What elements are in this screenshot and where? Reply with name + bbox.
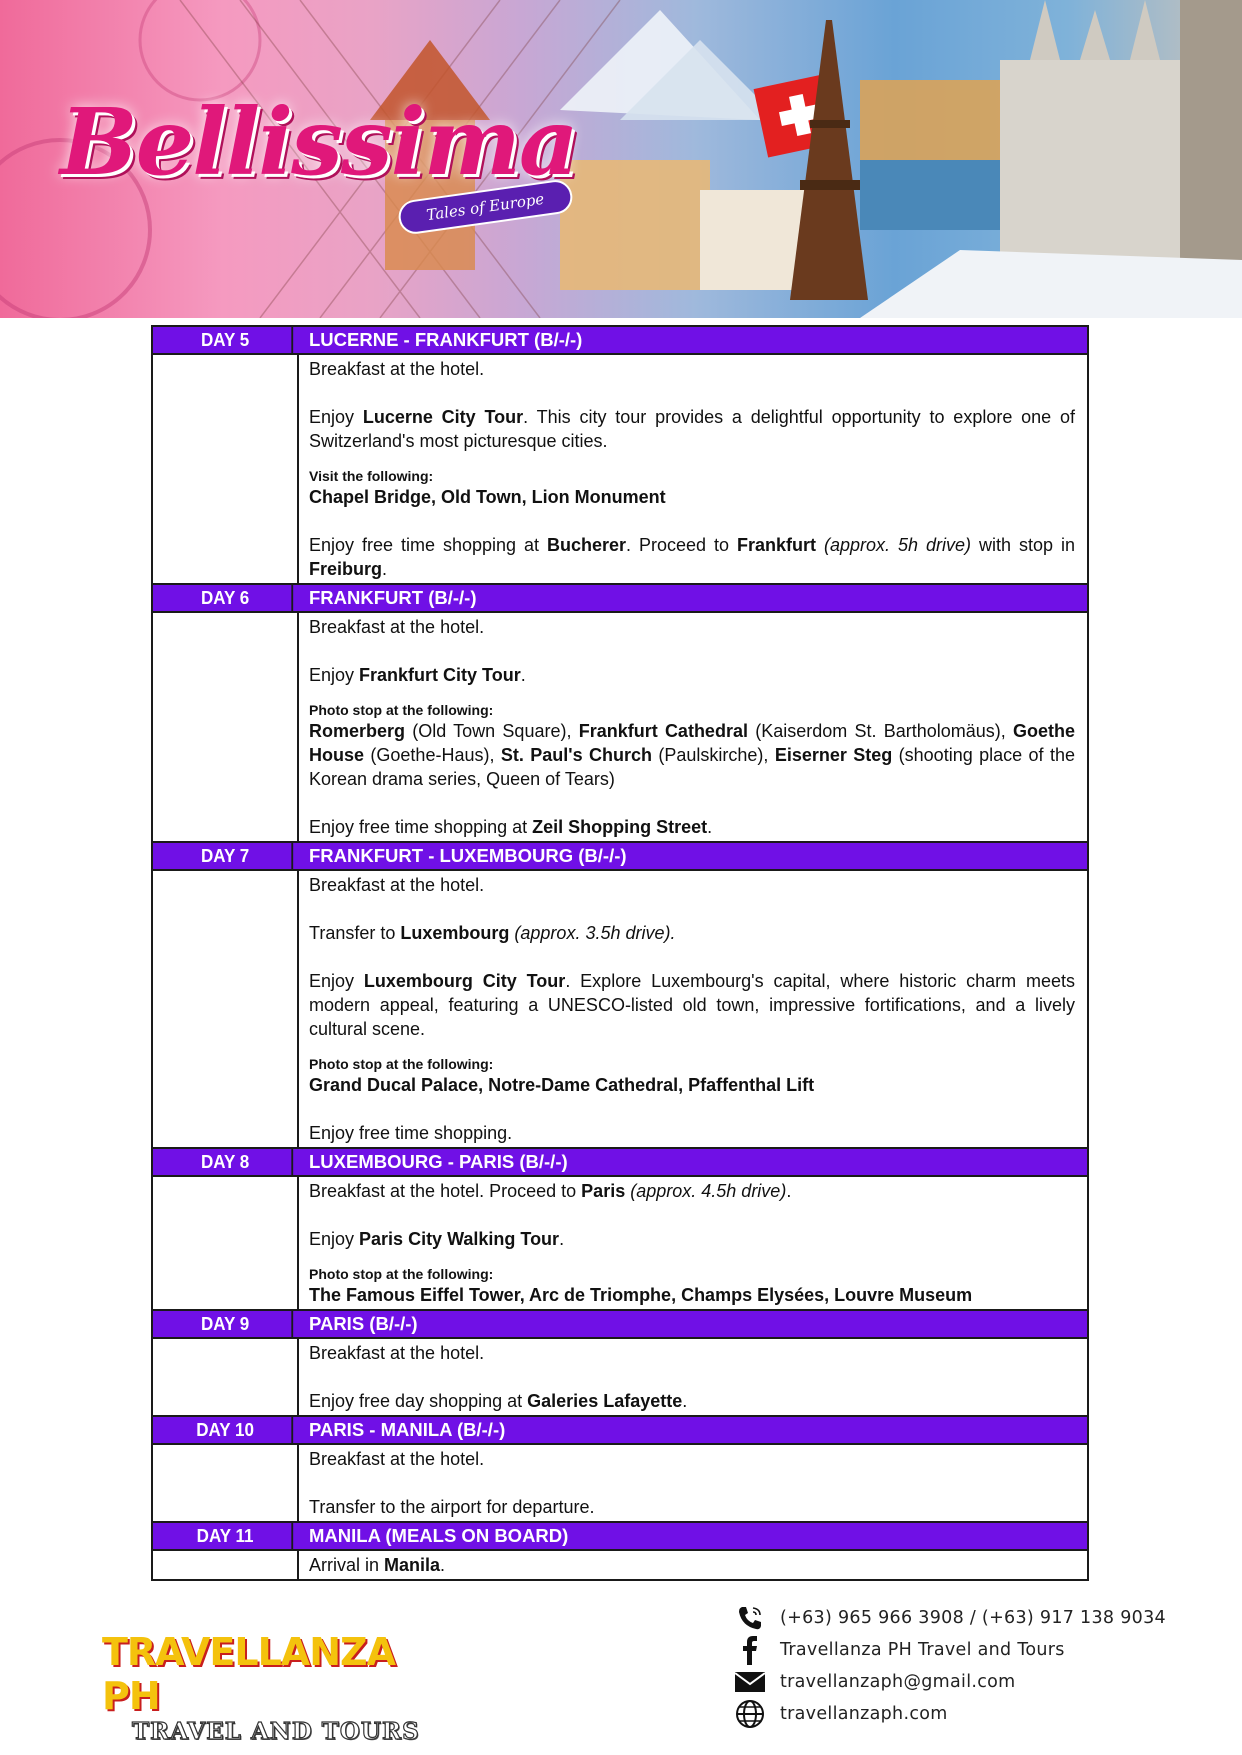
itinerary-paragraph [309, 1495, 1075, 1519]
phone-icon [730, 1603, 770, 1633]
stop-list: Chapel Bridge, Old Town, Lion Monument [309, 487, 666, 507]
itinerary-paragraph [309, 1389, 1075, 1413]
body-text: Enjoy [309, 407, 363, 427]
email-address[interactable]: travellanzaph@gmail.com [780, 1672, 1016, 1692]
body-text: . [682, 1391, 688, 1411]
body-text: (approx. 5h drive) [824, 535, 972, 555]
body-text: Breakfast at the hotel. [309, 617, 485, 637]
itinerary-paragraph [309, 1553, 1075, 1577]
header-banner [0, 0, 1242, 318]
body-text: . [440, 1555, 446, 1575]
highlight-text: Luxembourg [400, 923, 510, 943]
day-description [299, 355, 1087, 583]
stop-list-label: Photo stop at the following: [309, 1266, 494, 1282]
day-description [299, 871, 1087, 1147]
empty-day-cell [153, 871, 299, 1147]
day-number: DAY 5 [159, 327, 293, 353]
body-text: (Paulskirche), [651, 745, 775, 765]
body-text: . [520, 665, 526, 685]
empty-day-cell [153, 1177, 299, 1309]
day-header-row [153, 1415, 1087, 1445]
itinerary-paragraph [309, 357, 1075, 381]
day-number: DAY 9 [159, 1311, 293, 1337]
body-text: (Old Town Square), [405, 721, 579, 741]
stop-list [309, 719, 1075, 791]
contact-email [730, 1666, 1200, 1698]
stop-list-label: Visit the following: [309, 468, 434, 484]
day-header-row [153, 1147, 1087, 1177]
body-text: Enjoy free time shopping. [309, 1123, 513, 1143]
highlight-text: Frankfurt Cathedral [578, 721, 748, 741]
day-header-row [153, 841, 1087, 871]
itinerary-paragraph [309, 1179, 1075, 1203]
day-description [299, 613, 1087, 841]
facebook-icon [730, 1635, 770, 1665]
day-number: DAY 10 [159, 1417, 293, 1443]
body-text: Enjoy [309, 1229, 360, 1249]
highlight-text: Zeil Shopping Street [532, 817, 708, 837]
travellanza-logo [102, 1630, 462, 1745]
body-text: . Explore Luxembourg's capital, where historic charm meets modern appeal, featuring a UNESCO-listed old town, impressive fortifications, and a lively cultural scene. [309, 971, 1076, 1039]
empty-day-cell [153, 355, 299, 583]
itinerary-paragraph [309, 969, 1075, 1041]
highlight-text: Galeries Lafayette [527, 1391, 683, 1411]
itinerary-paragraph [309, 921, 1075, 945]
body-text: Arrival in [309, 1555, 385, 1575]
body-text: (Goethe-Haus), [364, 745, 501, 765]
day-details-row [153, 1177, 1087, 1309]
day-details-row [153, 355, 1087, 583]
highlight-text: Manila [384, 1555, 441, 1575]
day-details-row [153, 613, 1087, 841]
body-text [816, 535, 824, 555]
highlight-text: Frankfurt [737, 535, 817, 555]
body-text: (approx. 4.5h drive) [630, 1181, 787, 1201]
day-header-row [153, 1521, 1087, 1551]
body-text: Enjoy free time shopping at [309, 535, 547, 555]
day-description [299, 1445, 1087, 1521]
body-text: (approx. 3.5h drive). [514, 923, 676, 943]
body-text: . [786, 1181, 792, 1201]
day-details-row [153, 1445, 1087, 1521]
day-details-row [153, 871, 1087, 1147]
empty-day-cell [153, 1551, 299, 1579]
highlight-text: Bucherer [547, 535, 627, 555]
body-text: . [559, 1229, 565, 1249]
day-details-row [153, 1551, 1087, 1579]
contact-list [730, 1602, 1200, 1730]
bellissima-logo: Bellissima [60, 88, 577, 196]
stop-list: Grand Ducal Palace, Notre-Dame Cathedral, Pfaffenthal Lift [309, 1075, 815, 1095]
contact-facebook [730, 1634, 1200, 1666]
day-description [299, 1551, 1087, 1579]
brand-name: TRAVELLANZA PH [102, 1630, 395, 1718]
body-text: . Proceed to [626, 535, 738, 555]
day-route-title: FRANKFURT (B/-/-) [309, 587, 477, 608]
day-description [299, 1177, 1087, 1309]
body-text: . This city tour provides a delightful opportunity to explore one of Switzerland's most picturesque cities. [309, 407, 1076, 451]
stop-list-label: Photo stop at the following: [309, 1056, 494, 1072]
day-number: DAY 6 [159, 585, 293, 611]
facebook-page[interactable]: Travellanza PH Travel and Tours [780, 1640, 1065, 1660]
phone-numbers[interactable]: (+63) 965 966 3908 / (+63) 917 138 9034 [780, 1608, 1166, 1628]
day-number: DAY 7 [159, 843, 293, 869]
empty-day-cell [153, 1339, 299, 1415]
day-route-title: MANILA (MEALS ON BOARD) [309, 1525, 569, 1546]
body-text: Enjoy free time shopping at [309, 817, 533, 837]
highlight-text: Eiserner Steg [774, 745, 893, 765]
highlight-text: Goethe House [309, 721, 1075, 765]
stop-list-label: Photo stop at the following: [309, 702, 494, 718]
day-route-title: FRANKFURT - LUXEMBOURG (B/-/-) [309, 845, 627, 866]
highlight-text: Paris City Walking Tour [359, 1229, 560, 1249]
highlight-text: St. Paul's Church [500, 745, 652, 765]
body-text: . [382, 559, 388, 579]
day-route-title: PARIS (B/-/-) [309, 1313, 418, 1334]
body-text: (Kaiserdom St. Bartholomäus), [747, 721, 1013, 741]
body-text: Breakfast at the hotel. [309, 1449, 485, 1469]
itinerary-paragraph [309, 1227, 1075, 1251]
body-text: with stop in [971, 535, 1075, 555]
highlight-text: Paris [581, 1181, 626, 1201]
itinerary-paragraph [309, 873, 1075, 897]
body-text: Transfer to [309, 923, 401, 943]
itinerary-paragraph [309, 615, 1075, 639]
stop-list: The Famous Eiffel Tower, Arc de Triomphe, Champs Elysées, Louvre Museum [309, 1285, 973, 1305]
body-text: Breakfast at the hotel. [309, 1343, 485, 1363]
body-text: Breakfast at the hotel. Proceed to [309, 1181, 582, 1201]
body-text: Transfer to the airport for departure. [309, 1497, 595, 1517]
itinerary-paragraph [309, 533, 1075, 581]
website-url[interactable]: travellanzaph.com [780, 1704, 948, 1724]
body-text: Enjoy free day shopping at [309, 1391, 528, 1411]
mail-icon [730, 1667, 770, 1697]
highlight-text: Lucerne City Tour [362, 407, 524, 427]
day-route-title: LUCERNE - FRANKFURT (B/-/-) [309, 329, 583, 350]
day-header-row [153, 583, 1087, 613]
globe-icon [730, 1699, 770, 1729]
highlight-text: Romerberg [309, 721, 406, 741]
day-number: DAY 8 [159, 1149, 293, 1175]
day-route-title: PARIS - MANILA (B/-/-) [309, 1419, 506, 1440]
brand-subtitle: TRAVEL AND TOURS [132, 1718, 420, 1745]
empty-day-cell [153, 1445, 299, 1521]
contact-website [730, 1698, 1200, 1730]
day-header-row [153, 1309, 1087, 1339]
tagline-ribbon: Tales of Europe [396, 178, 574, 236]
itinerary-paragraph [309, 1341, 1075, 1365]
contact-phone [730, 1602, 1200, 1634]
empty-day-cell [153, 613, 299, 841]
itinerary-table [151, 325, 1089, 1581]
body-text: Enjoy [309, 971, 364, 991]
body-text: Enjoy [309, 665, 360, 685]
body-text: Breakfast at the hotel. [309, 875, 485, 895]
day-description [299, 1339, 1087, 1415]
itinerary-paragraph [309, 815, 1075, 839]
itinerary-paragraph [309, 1121, 1075, 1145]
day-route-title: LUXEMBOURG - PARIS (B/-/-) [309, 1151, 568, 1172]
body-text: . [707, 817, 713, 837]
highlight-text: Freiburg [309, 559, 383, 579]
highlight-text: Frankfurt City Tour [359, 665, 521, 685]
itinerary-paragraph [309, 405, 1075, 453]
body-text: (shooting place of the Korean drama series, Queen of Tears) [309, 745, 1075, 789]
day-header-row [153, 327, 1087, 355]
body-text: Breakfast at the hotel. [309, 359, 485, 379]
day-number: DAY 11 [159, 1523, 293, 1549]
itinerary-paragraph [309, 663, 1075, 687]
itinerary-paragraph [309, 1447, 1075, 1471]
day-details-row [153, 1339, 1087, 1415]
highlight-text: Luxembourg City Tour [363, 971, 566, 991]
